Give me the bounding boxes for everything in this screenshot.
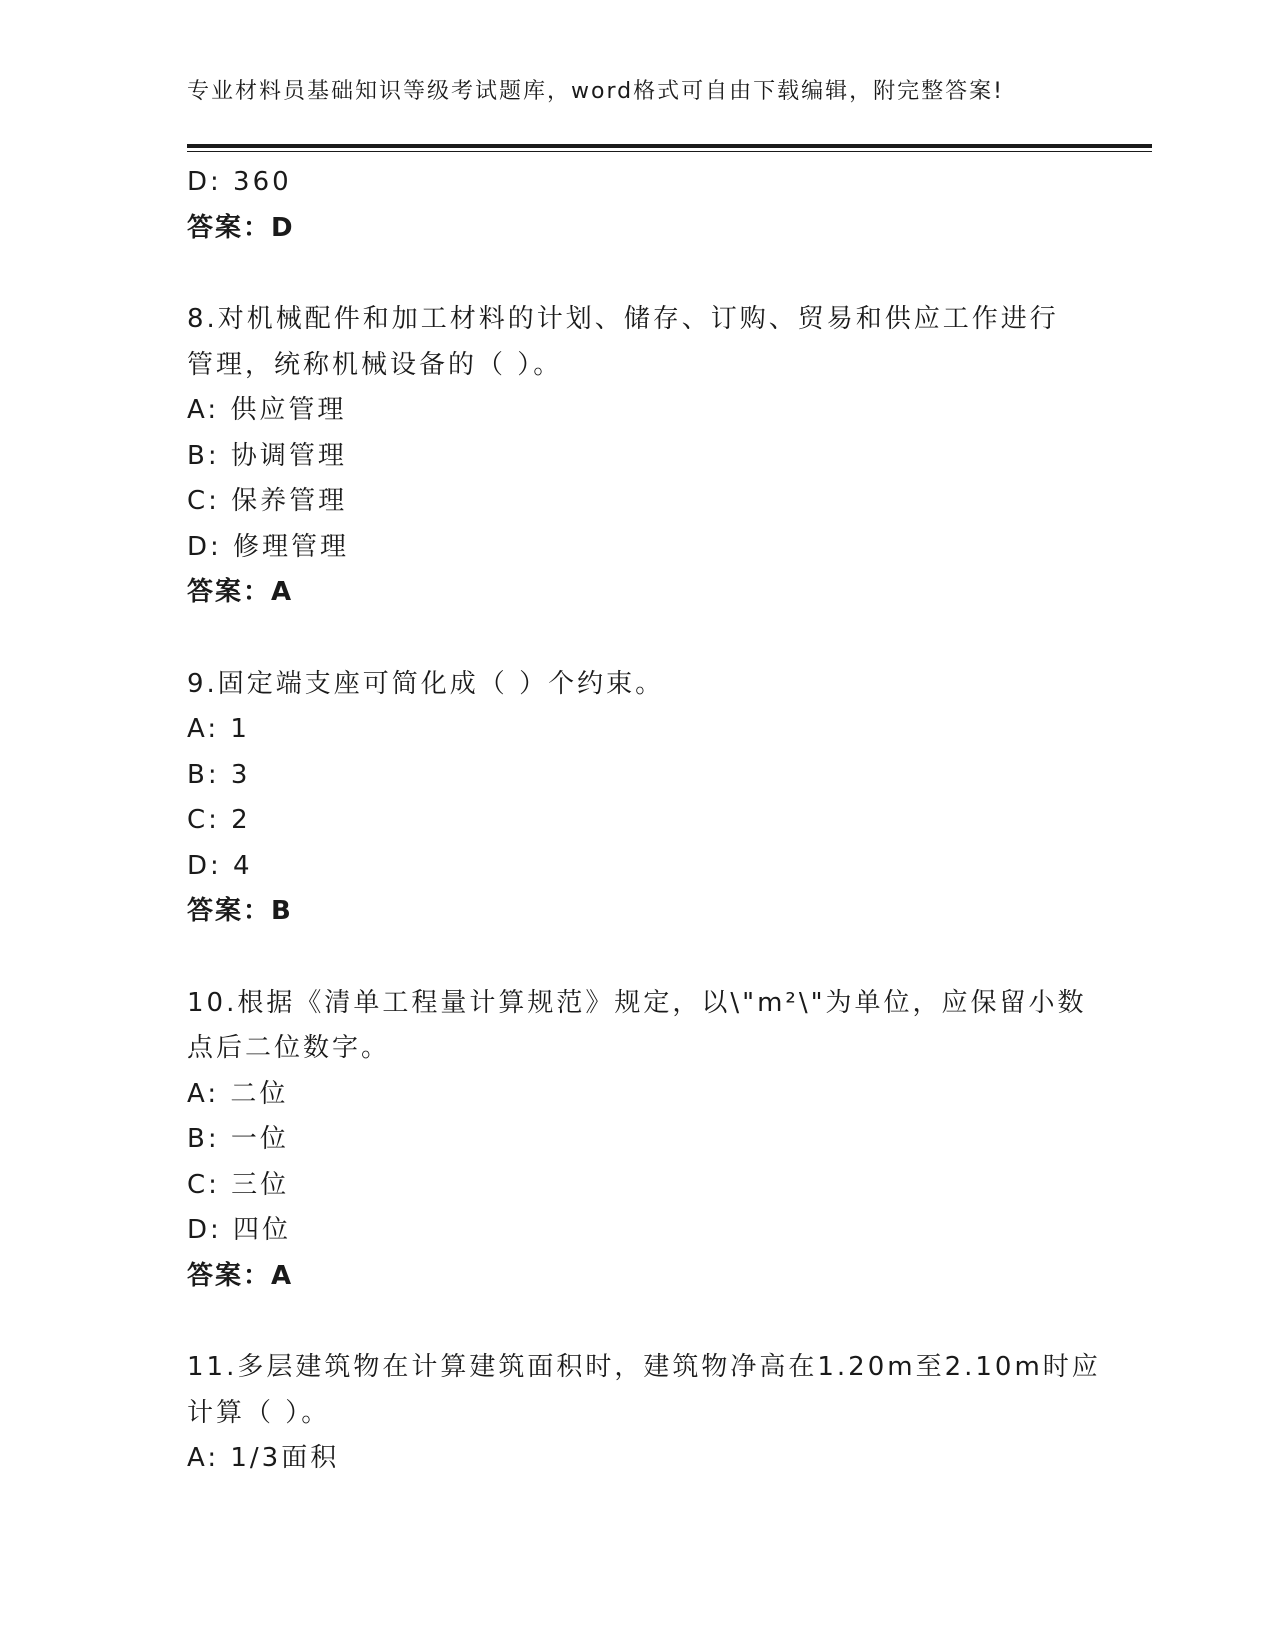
header-divider bbox=[187, 144, 1152, 152]
option-b: B: 3 bbox=[187, 759, 251, 790]
option-a: A: 1 bbox=[187, 714, 250, 744]
option-d: D: 360 bbox=[187, 167, 292, 197]
option-c: C: 2 bbox=[187, 805, 251, 835]
document-body bbox=[187, 160, 1101, 1482]
option-c: C: 三位 bbox=[187, 1169, 290, 1200]
option-b: B: 一位 bbox=[187, 1124, 289, 1154]
question-stem: 点后二位数字。 bbox=[187, 1033, 391, 1063]
question-stem: 11.多层建筑物在计算建筑面积时，建筑物净高在1.20m至2.10m时应 bbox=[187, 1352, 1101, 1382]
answer: 答案：A bbox=[187, 1260, 294, 1291]
answer: 答案：B bbox=[187, 896, 293, 926]
option-a: A: 1/3面积 bbox=[187, 1443, 340, 1473]
question-stem: 计算（ ）。 bbox=[187, 1397, 331, 1428]
spacer bbox=[187, 251, 1087, 297]
option-d: D: 4 bbox=[187, 850, 253, 881]
spacer bbox=[187, 616, 1087, 662]
option-b: B: 协调管理 bbox=[187, 440, 347, 471]
answer: 答案：A bbox=[187, 577, 294, 607]
spacer bbox=[187, 1299, 1087, 1345]
question-stem: 管理，统称机械设备的（ ）。 bbox=[187, 349, 563, 380]
option-d: D: 四位 bbox=[187, 1215, 292, 1245]
question-stem: 10.根据《清单工程量计算规范》规定，以\"m²\"为单位，应保留小数 bbox=[187, 987, 1087, 1018]
spacer bbox=[187, 935, 1087, 981]
question-stem: 9.固定端支座可简化成（ ）个约束。 bbox=[187, 668, 665, 699]
answer: 答案：D bbox=[187, 212, 295, 243]
question-stem: 8.对机械配件和加工材料的计划、储存、订购、贸易和供应工作进行 bbox=[187, 304, 1059, 334]
option-c: C: 保养管理 bbox=[187, 486, 348, 516]
option-d: D: 修理管理 bbox=[187, 531, 350, 562]
option-a: A: 供应管理 bbox=[187, 395, 347, 425]
page-header: 专业材料员基础知识等级考试题库，word格式可自由下载编辑，附完整答案! bbox=[187, 79, 1004, 104]
option-a: A: 二位 bbox=[187, 1078, 289, 1109]
